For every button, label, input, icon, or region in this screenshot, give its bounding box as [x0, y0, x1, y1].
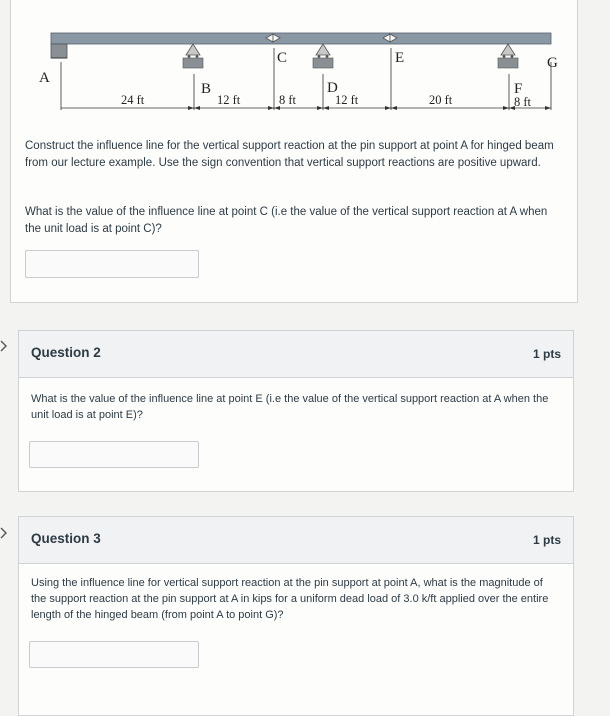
question-1-prompt: What is the value of the influence line at point C (i.e the value of the vertical support reaction at A when the unit load is at point C)? [25, 206, 548, 235]
beam [51, 33, 551, 44]
label-b: B [201, 81, 212, 97]
question-1-card [10, 0, 578, 303]
question-3-title: Question 3 [31, 531, 101, 546]
dim-fg: 8 ft [514, 95, 532, 109]
label-e: E [395, 50, 405, 66]
question-1-answer-input[interactable] [25, 250, 199, 278]
hinged-beam-diagram [11, 0, 577, 125]
dim-ab: 24 ft [121, 93, 145, 107]
dim-bc: 12 ft [217, 93, 241, 107]
dim-de: 12 ft [335, 93, 359, 107]
question-3-card [18, 516, 574, 716]
dim-cd: 8 ft [279, 93, 297, 107]
question-2-title: Question 2 [31, 345, 101, 360]
label-g: G [547, 55, 558, 71]
label-f: F [514, 81, 523, 97]
question-2-card [18, 330, 574, 492]
label-c: C [277, 50, 288, 66]
label-a: A [39, 70, 50, 86]
roller-support-d [313, 44, 333, 68]
question-1-instructions: Construct the influence line for the vertical support reaction at the pin support at point A for hinged beam from our lecture example. Use the sign convention that vertical support reactions are positive upward. [25, 140, 554, 169]
question-2-chevron-icon [0, 340, 8, 352]
fixed-support-a [51, 44, 67, 58]
roller-support-b [183, 44, 203, 68]
question-3-answer-input[interactable] [29, 641, 199, 668]
question-3-prompt: Using the influence line for vertical support reaction at the pin support at point A, what is the magnitude of the support reaction at the pin support at A in kips for a uniform dead load of 3.0 k/ft applied over the entire length of the hinged beam (from point A to point G)? [31, 577, 549, 621]
label-d: D [327, 80, 338, 96]
question-2-points: 1 pts [532, 347, 561, 361]
question-2-header [19, 331, 573, 378]
question-3-points: 1 pts [532, 533, 561, 547]
question-2-answer-input[interactable] [29, 441, 199, 468]
dim-ef: 20 ft [429, 93, 453, 107]
question-3-header [19, 517, 573, 564]
question-3-chevron-icon [0, 527, 8, 539]
question-2-prompt: What is the value of the influence line at point E (i.e the value of the vertical support reaction at A when the unit load is at point E)? [31, 393, 549, 421]
roller-support-f [498, 44, 518, 68]
